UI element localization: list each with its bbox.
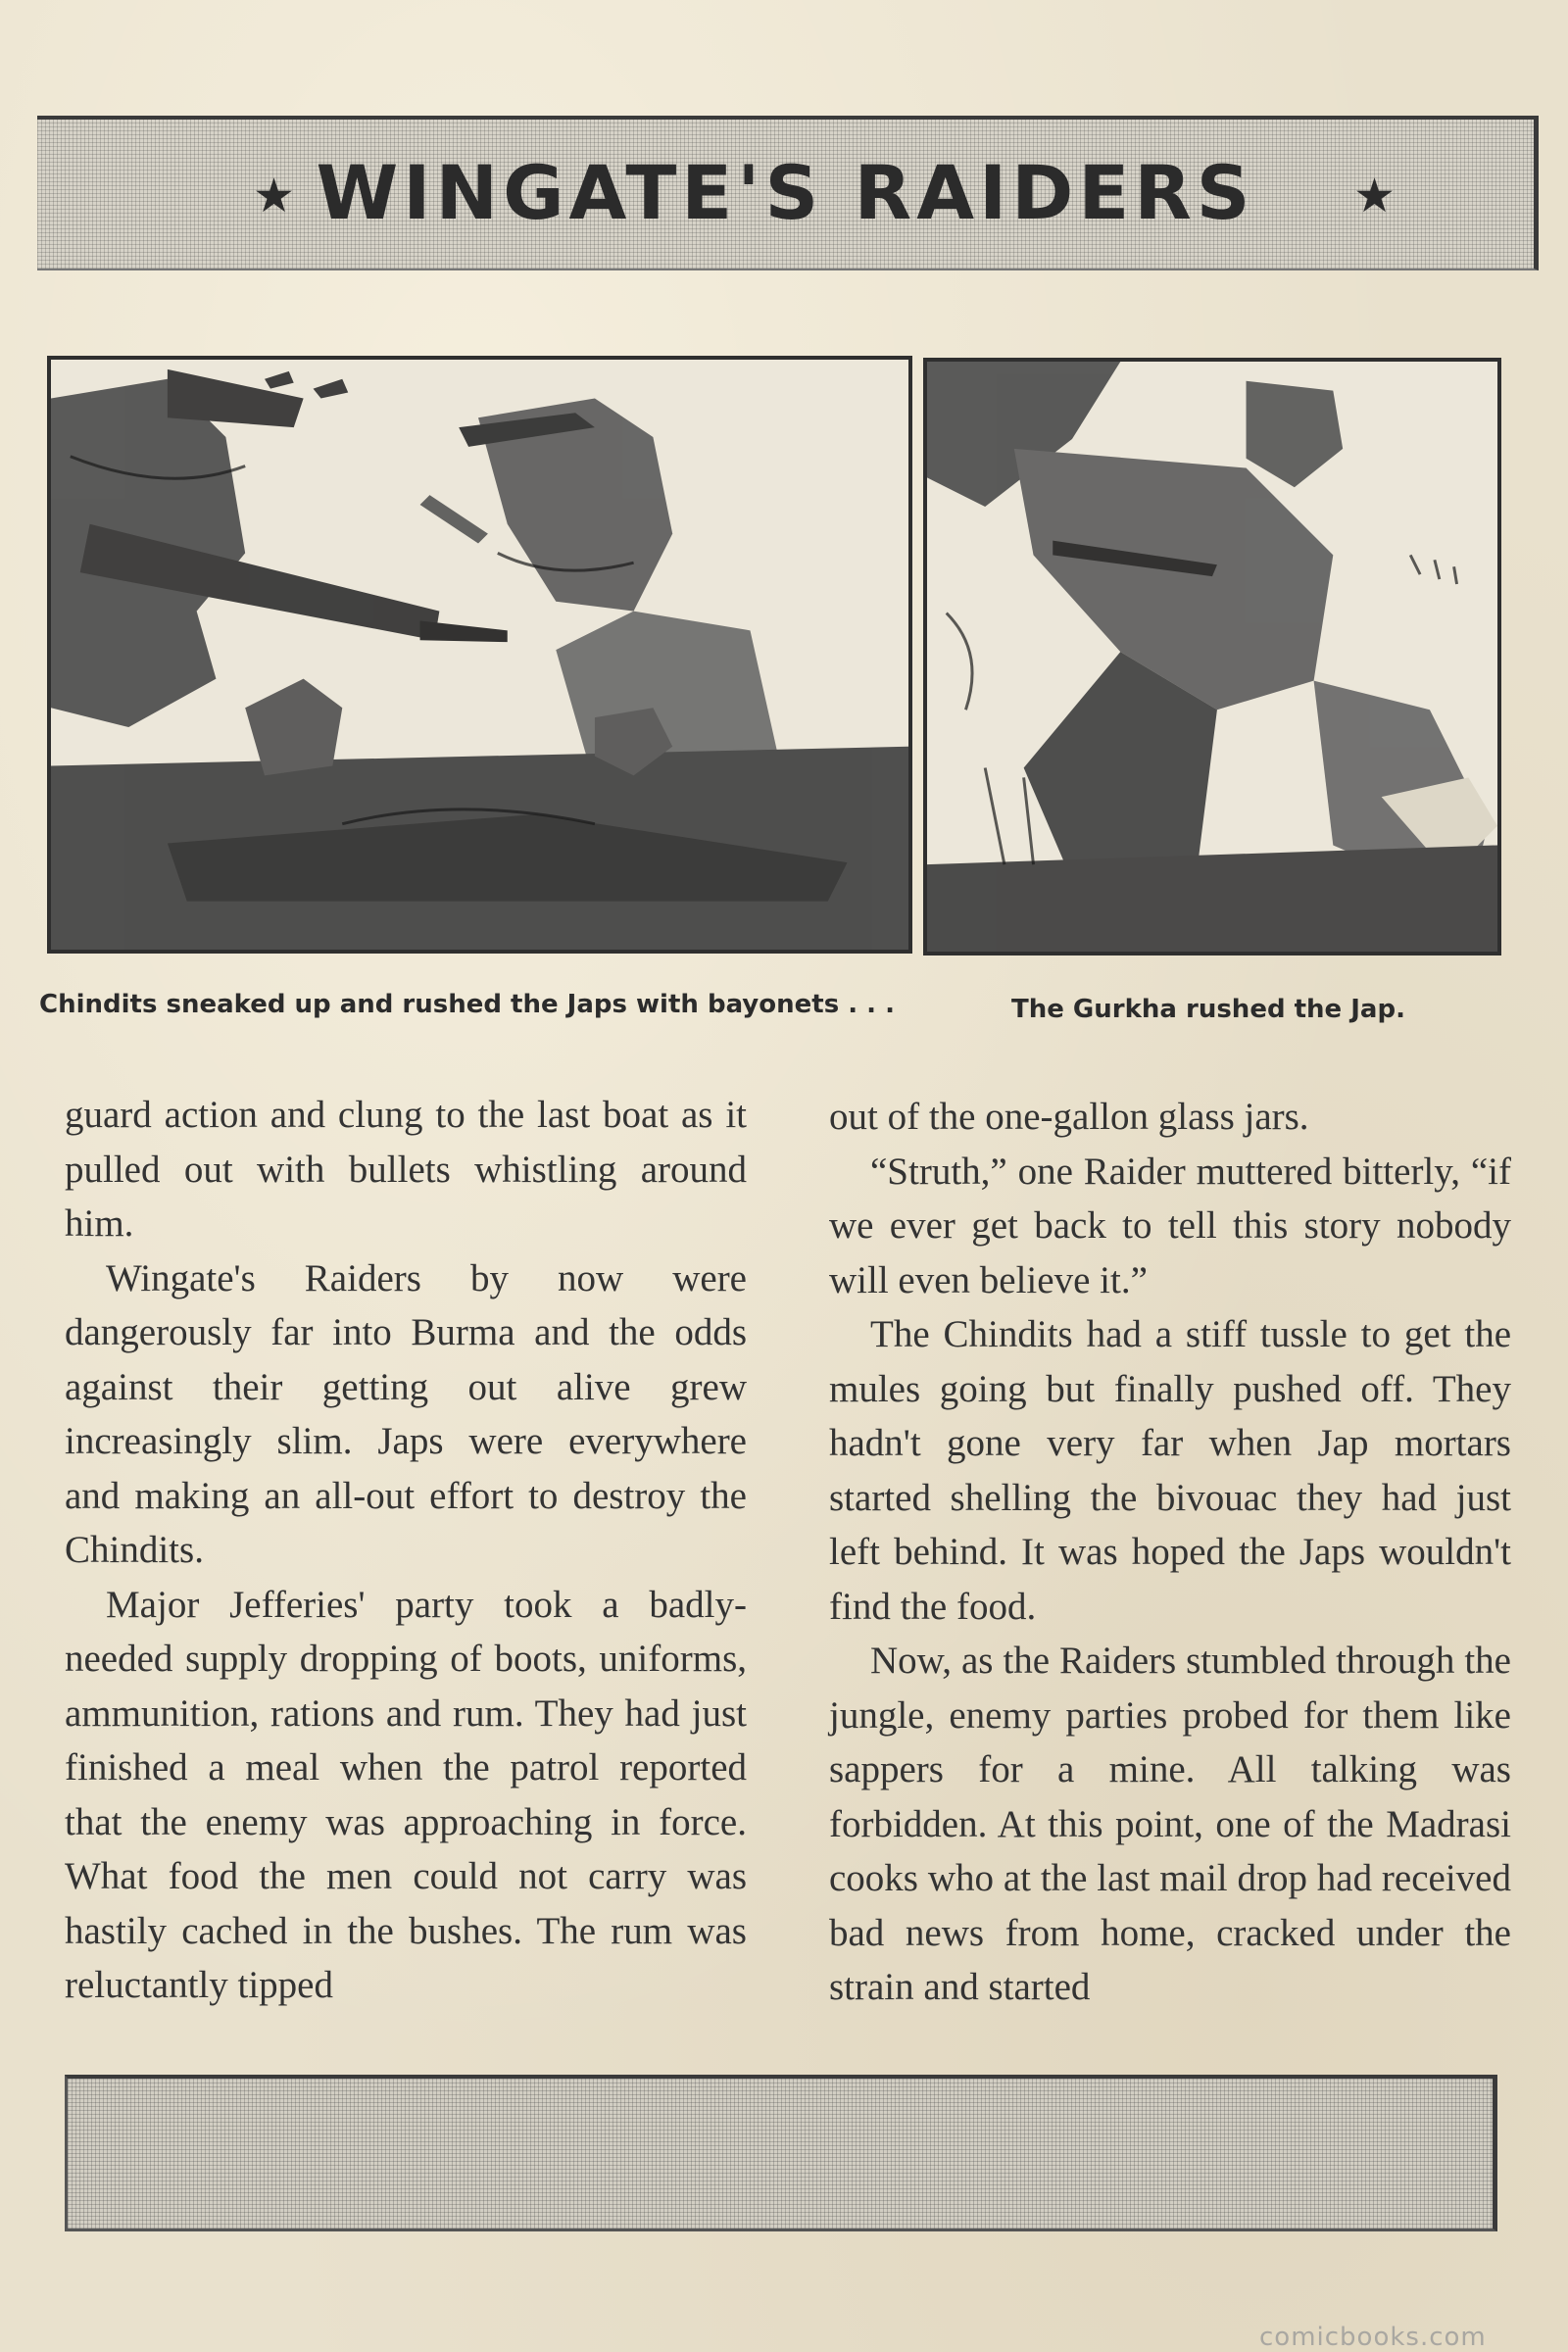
- paragraph: The Chindits had a stiff tussle to get the mules going but finally pushed off. They hadn't gone very far when Jap mortars started shelling the bivouac they had just left behind. It was hoped the Japs wouldn't find the food.: [829, 1313, 1511, 1628]
- paragraph: Wingate's Raiders by now were dangerously far into Burma and the odds against their getting out alive grew increasingly slim. Japs were everywhere and making an all-out effort to destroy the Chindits.: [65, 1256, 747, 1571]
- bayonet-charge-illustration: [51, 360, 908, 950]
- title-banner: [37, 116, 1539, 270]
- panel-caption: Chindits sneaked up and rushed the Japs with bayonets . . .: [39, 990, 895, 1019]
- paragraph: “Struth,” one Raider muttered bitterly, “if we ever get back to tell this story nobody will even believe it.”: [829, 1150, 1511, 1301]
- comic-panel-bayonet-charge: [47, 356, 912, 954]
- star-right-icon: ★: [1353, 169, 1396, 223]
- text-column-left: [65, 1088, 747, 2013]
- paragraph: out of the one-gallon glass jars.: [829, 1096, 1309, 1138]
- comic-panel-gurkha: [923, 358, 1501, 956]
- watermark: comicbooks.com: [1259, 2323, 1487, 2352]
- gurkha-illustration: [927, 362, 1497, 952]
- text-column-right: [829, 1090, 1511, 2015]
- panel-caption: The Gurkha rushed the Jap.: [1011, 995, 1405, 1024]
- bottom-halftone-bar: [65, 2075, 1497, 2231]
- paragraph: Major Jefferies' party took a badly-needed supply dropping of boots, uniforms, ammunition, rations and rum. They had just finished a meal when the patrol reported that the enemy was approaching in force. What food the men could not carry was hastily cached in the bushes. The rum was reluctantly tipped: [65, 1583, 747, 2006]
- star-left-icon: ★: [253, 169, 296, 223]
- paragraph: Now, as the Raiders stumbled through the jungle, enemy parties probed for them like sappers for a mine. All talking was forbidden. At this point, one of the Madrasi cooks who at the last mail drop had received bad news from home, cracked under the strain and started: [829, 1640, 1511, 2008]
- paragraph: guard action and clung to the last boat as it pulled out with bullets whistling around him.: [65, 1094, 747, 1245]
- page-title: WINGATE'S RAIDERS: [316, 149, 1255, 236]
